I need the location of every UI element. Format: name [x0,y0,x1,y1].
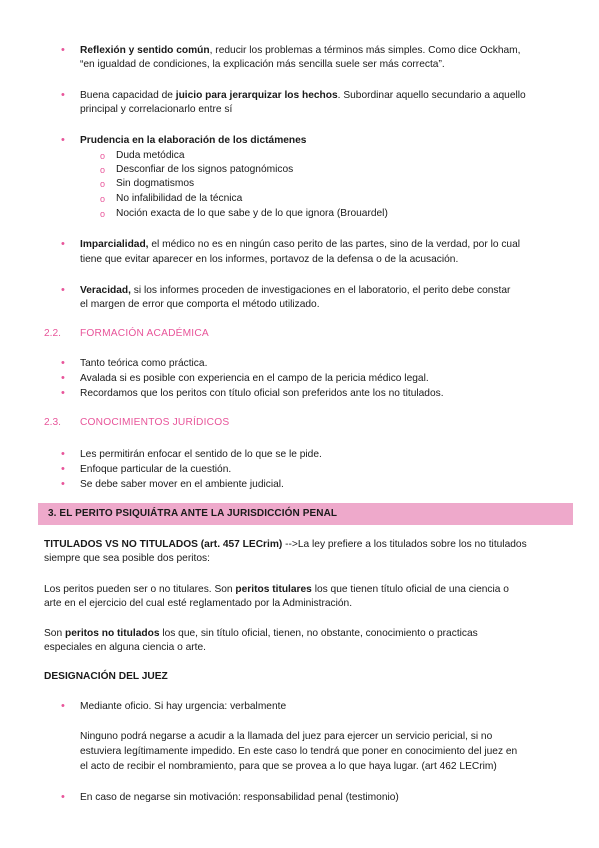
list-item: Tanto teórica como práctica. [80,358,208,369]
list-item: Prudencia en la elaboración de los dictámenes [80,135,307,146]
sub-list-item: Sin dogmatismos [116,178,195,189]
list-item: Avalada si es posible con experiencia en el campo de la pericia médico legal. [80,373,429,384]
list-item: Imparcialidad, el médico no es en ningún caso perito de las partes, sino de la verdad, por lo cual [80,239,521,250]
list-item: Buena capacidad de juicio para jerarquizar los hechos. Subordinar aquello secundario a aquello [80,90,526,101]
circle-bullet-icon: o [100,209,106,219]
bullet-dot-icon: • [61,448,65,460]
list-item: Reflexión y sentido común, reducir los problemas a términos más simples. Como dice Ockham, [80,45,521,56]
paragraph-line: el acto de recibir el nombramiento, para que se provea a lo que haya lugar. (art 462 LECrim) [80,761,497,772]
sub-list-item: No infalibilidad de la técnica [116,193,243,204]
bullet-dot-icon: • [61,478,65,490]
circle-bullet-icon: o [100,179,106,189]
list-item-continuation: tiene que evitar aparecer en los informes, portavoz de la defensa o de la acusación. [80,254,459,265]
bullet-dot-icon: • [61,463,65,475]
list-item: Veracidad, si los informes proceden de investigaciones en el laboratorio, el perito debe constar [80,285,511,296]
list-item-continuation: principal y correlacionarlo entre sí [80,104,233,115]
paragraph-line: arte en el ejercicio del cual esté reglamentado por la Administración. [44,598,353,609]
list-item: Mediante oficio. Si hay urgencia: verbalmente [80,701,287,712]
list-item-continuation: “en igualdad de condiciones, la explicación más sencilla suele ser más correcta”. [80,59,445,70]
bullet-dot-icon: • [61,700,65,712]
list-item: Se debe saber mover en el ambiente judicial. [80,479,284,490]
list-item: Recordamos que los peritos con título oficial son preferidos ante los no titulados. [80,388,444,399]
sub-list-item: Duda metódica [116,150,185,161]
paragraph-line: Ninguno podrá negarse a acudir a la llamada del juez para ejercer un servicio pericial, si no [80,731,493,742]
paragraph-line: estuviera legítimamente impedido. En este caso lo tendrá que poner en conocimiento del juez en [80,746,518,757]
section-title: CONOCIMIENTOS JURÍDICOS [80,417,230,428]
bullet-dot-icon: • [61,791,65,803]
circle-bullet-icon: o [100,194,106,204]
bullet-dot-icon: • [61,284,65,296]
bullet-dot-icon: • [61,89,65,101]
bullet-dot-icon: • [61,372,65,384]
sub-list-item: Noción exacta de lo que sabe y de lo que ignora (Brouardel) [116,208,388,219]
list-item: En caso de negarse sin motivación: responsabilidad penal (testimonio) [80,792,399,803]
section-title: FORMACIÓN ACADÉMICA [80,328,209,339]
bullet-dot-icon: • [61,44,65,56]
list-item: Les permitirán enfocar el sentido de lo que se le pide. [80,449,322,460]
paragraph-line: Los peritos pueden ser o no titulares. Son peritos titulares los que tienen título oficial de una ciencia o [44,584,509,595]
bullet-dot-icon: • [61,357,65,369]
subheading: DESIGNACIÓN DEL JUEZ [44,671,168,682]
circle-bullet-icon: o [100,151,106,161]
paragraph-line: Son peritos no titulados los que, sin título oficial, tienen, no obstante, conocimiento o practicas [44,628,478,639]
section-heading: 3. EL PERITO PSIQUIÁTRA ANTE LA JURISDICCIÓN PENAL [48,508,338,519]
list-item: Enfoque particular de la cuestión. [80,464,232,475]
bullet-dot-icon: • [61,238,65,250]
section-number: 2.2. [44,328,61,339]
section-number: 2.3. [44,417,61,428]
bullet-dot-icon: • [61,387,65,399]
list-item-continuation: el margen de error que comporta el método utilizado. [80,299,320,310]
bullet-dot-icon: • [61,134,65,146]
circle-bullet-icon: o [100,165,106,175]
paragraph-line: especiales en alguna ciencia o arte. [44,642,206,653]
paragraph-line: TITULADOS VS NO TITULADOS (art. 457 LECrim) -->La ley prefiere a los titulados sobre los no titulados [44,539,527,550]
sub-list-item: Desconfiar de los signos patognómicos [116,164,294,175]
paragraph-line: siempre que sea posible dos peritos: [44,553,210,564]
